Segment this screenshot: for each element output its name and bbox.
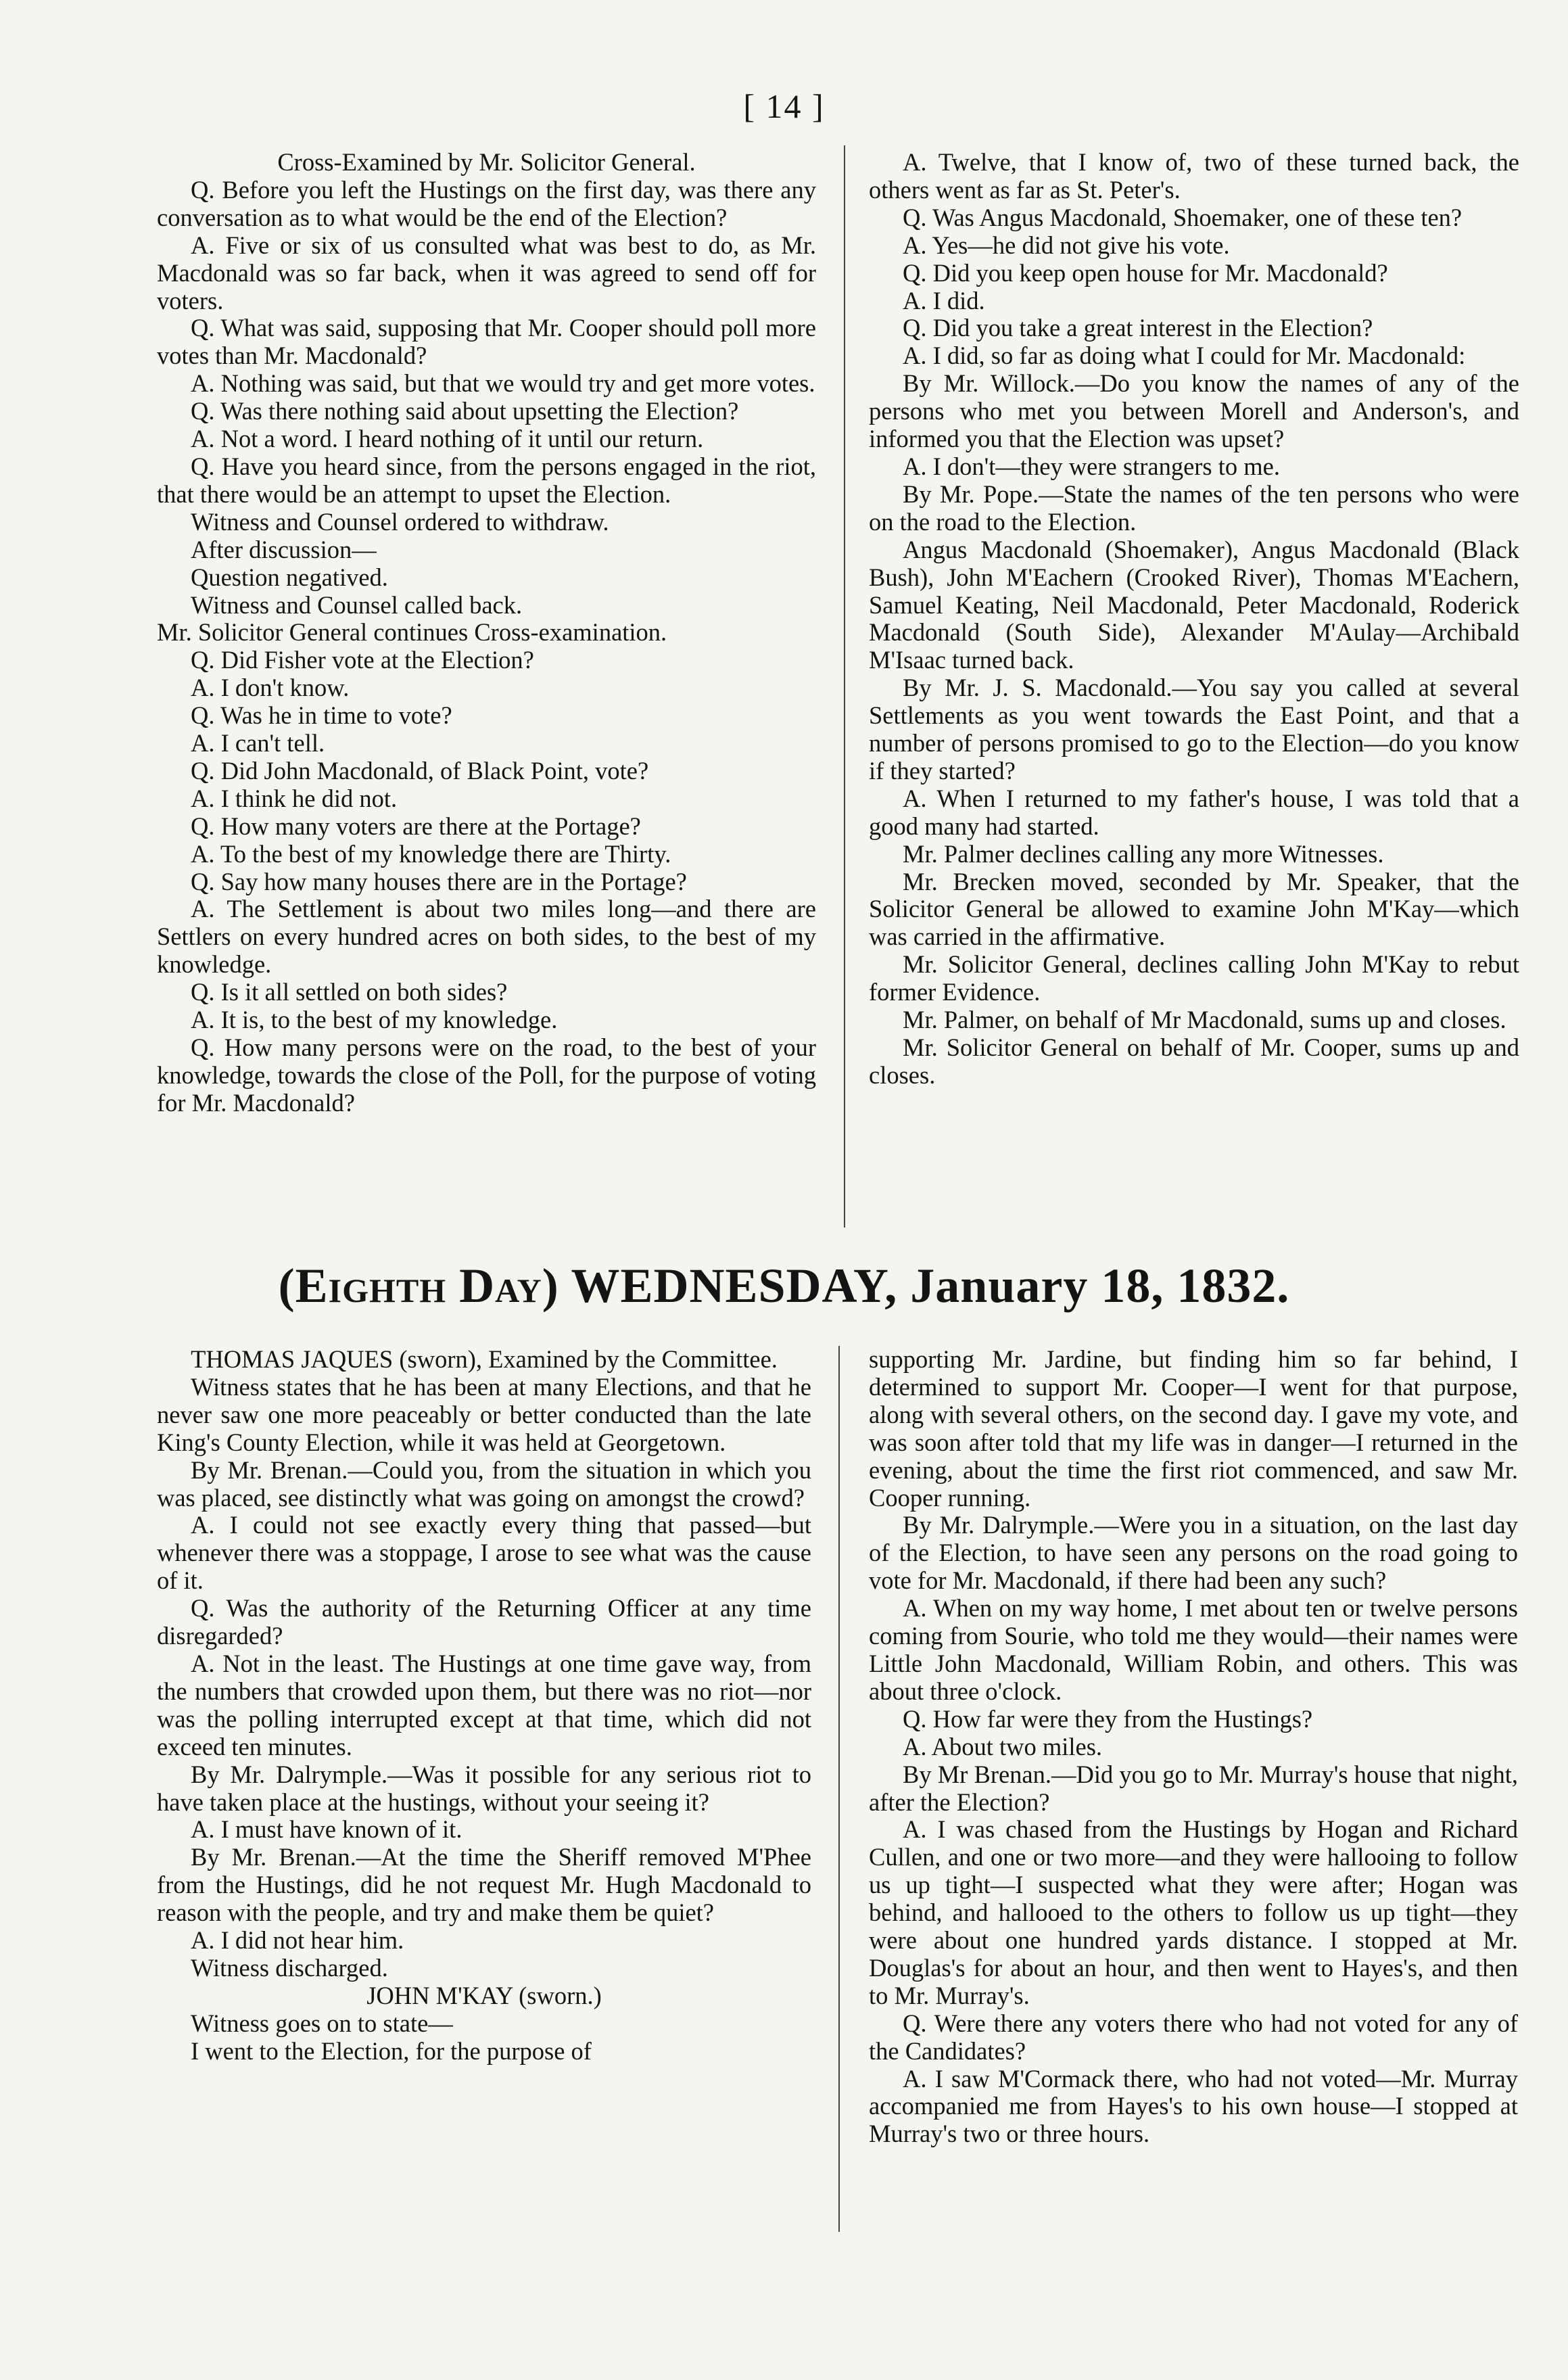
paragraph: A. I must have known of it.	[191, 1815, 462, 1844]
column-bottom-right	[869, 1346, 1518, 2148]
paragraph: A. Not in the least. The Hustings at one time gave way, from the numbers that crowded upon them, but there was no riot—nor was the polling interrupted except at that time, which did not exceed ten minutes.	[157, 1649, 811, 1760]
paragraph: By Mr. J. S. Macdonald.—You say you called at several Settlements as you went towards the East Point, and that a number of persons promised to go to the Election—do you know if they started?	[869, 674, 1519, 785]
paragraph: Q. Is it all settled on both sides?	[191, 978, 508, 1006]
paragraph: Q. Was Angus Macdonald, Shoemaker, one of these ten?	[903, 203, 1463, 231]
column-rule-top	[844, 145, 845, 1228]
column-top-left	[157, 149, 816, 1117]
date-label: WEDNESDAY, January 18, 1832.	[571, 1259, 1290, 1313]
paragraph: By Mr. Willock.—Do you know the names of any of the persons who met you between Morell and Anderson's, and informed you that the Election was upset?	[869, 369, 1519, 453]
page-number: [ 14 ]	[743, 87, 825, 125]
paragraph: By Mr Brenan.—Did you go to Mr. Murray's house that night, after the Election?	[869, 1760, 1518, 1816]
paragraph: A. To the best of my knowledge there are Thirty.	[191, 839, 671, 868]
paragraph: Mr. Solicitor General continues Cross-examination.	[157, 618, 667, 647]
paragraph: Witness and Counsel called back.	[191, 590, 523, 619]
paragraph: By Mr. Brenan.—Could you, from the situation in which you was placed, see distinctly what was going on amongst the crowd?	[157, 1455, 811, 1512]
paragraph: Mr. Solicitor General, declines calling John M'Kay to rebut former Evidence.	[869, 950, 1519, 1006]
paragraph: A. I think he did not.	[191, 784, 398, 812]
paragraph: A. I don't—they were strangers to me.	[903, 452, 1280, 480]
paragraph: THOMAS JAQUES (sworn), Examined by the Committee.	[191, 1345, 778, 1373]
paragraph: A. Yes—he did not give his vote.	[903, 231, 1230, 259]
paragraph: After discussion—	[191, 535, 377, 563]
paragraph: Q. Was he in time to vote?	[191, 701, 452, 730]
paragraph: I went to the Election, for the purpose of	[191, 2036, 592, 2065]
paragraph: A. I was chased from the Hustings by Hogan and Richard Cullen, and one or two more—and they were hallooing to follow us up tight—I suspected what they were after; Hogan was behind, and hallooed to the others to follow us up tight—they were about one hundred yards distance. I stopped at Mr. Douglas's for about an hour, and then went to Hayes's, and then to Mr. Murray's.	[869, 1815, 1518, 2009]
paragraph: A. Nothing was said, but that we would try and get more votes.	[191, 369, 815, 398]
paragraph: Witness goes on to state—	[191, 2009, 453, 2037]
paragraph: JOHN M'KAY (sworn.)	[366, 1981, 602, 2009]
column-bottom-left	[157, 1346, 811, 2066]
paragraph: A. Twelve, that I know of, two of these turned back, the others went as far as St. Peter's.	[869, 148, 1519, 204]
paragraph: A. Five or six of us consulted what was best to do, as Mr. Macdonald was so far back, when it was agreed to send off for voters.	[157, 231, 816, 314]
paragraph: Q. Were there any voters there who had not voted for any of the Candidates?	[869, 2009, 1518, 2065]
paragraph: Witness discharged.	[191, 1953, 388, 1982]
paragraph: Mr. Palmer, on behalf of Mr Macdonald, sums up and closes.	[903, 1006, 1506, 1034]
paragraph: By Mr. Dalrymple.—Was it possible for any serious riot to have taken place at the hustings, without your seeing it?	[157, 1760, 811, 1816]
paragraph: Q. Say how many houses there are in the Portage?	[191, 867, 687, 895]
paragraph: supporting Mr. Jardine, but finding him so far behind, I determined to support Mr. Cooper—I went for that purpose, along with several others, on the second day. I gave my vote, and was soon after told that my life was in danger—I returned in the evening, about the time the first riot commenced, and saw Mr. Cooper running.	[869, 1345, 1518, 1512]
paragraph: A. I did.	[903, 286, 985, 314]
day-label: (Eighth Day)	[278, 1259, 559, 1313]
paragraph: Cross-Examined by Mr. Solicitor General.	[277, 148, 696, 176]
paragraph: Witness and Counsel ordered to withdraw.	[191, 507, 609, 536]
paragraph: Angus Macdonald (Shoemaker), Angus Macdonald (Black Bush), John M'Eachern (Crooked River), Thomas M'Eachern, Samuel Keating, Neil Macdonald, Peter Macdonald, Roderick Macdonald (South Side), Alexander M'Aulay—Archibald M'Isaac turned back.	[869, 535, 1519, 674]
paragraph: By Mr. Dalrymple.—Were you in a situation, on the last day of the Election, to have seen any persons on the road going to vote for Mr. Macdonald, if there had been any such?	[869, 1511, 1518, 1595]
paragraph: Q. Before you left the Hustings on the first day, was there any conversation as to what would be the end of the Election?	[157, 175, 816, 231]
paragraph: A. I don't know.	[191, 674, 350, 702]
paragraph: Q. Did you take a great interest in the Election?	[903, 314, 1373, 342]
paragraph: Q. How many persons were on the road, to the best of your knowledge, towards the close of the Poll, for the purpose of voting for Mr. Macdonald?	[157, 1033, 816, 1117]
paragraph: Q. How far were they from the Hustings?	[903, 1704, 1313, 1733]
paragraph: Q. Have you heard since, from the persons engaged in the riot, that there would be an attempt to upset the Election.	[157, 452, 816, 508]
paragraph: A. I could not see exactly every thing that passed—but whenever there was a stoppage, I arose to see what was the cause of it.	[157, 1511, 811, 1595]
paragraph: Q. How many voters are there at the Portage?	[191, 812, 641, 840]
paragraph: Q. Did you keep open house for Mr. Macdonald?	[903, 258, 1388, 287]
day-heading	[0, 1258, 1568, 1314]
paragraph: A. I did, so far as doing what I could for Mr. Macdonald:	[903, 342, 1466, 370]
column-top-right	[869, 149, 1519, 1090]
paragraph: Q. Did John Macdonald, of Black Point, vote?	[191, 756, 649, 785]
paragraph: By Mr. Brenan.—At the time the Sheriff removed M'Phee from the Hustings, did he not request Mr. Hugh Macdonald to reason with the people, and try and make them be quiet?	[157, 1843, 811, 1927]
paragraph: Q. Was the authority of the Returning Officer at any time disregarded?	[157, 1594, 811, 1650]
paragraph: By Mr. Pope.—State the names of the ten persons who were on the road to the Election.	[869, 480, 1519, 536]
paragraph: Mr. Brecken moved, seconded by Mr. Speaker, that the Solicitor General be allowed to examine John M'Kay—which was carried in the affirmative.	[869, 867, 1519, 951]
paragraph: A. When on my way home, I met about ten or twelve persons coming from Sourie, who told me they would—their names were Little John Macdonald, William Robin, and others. This was about three o'clock.	[869, 1594, 1518, 1705]
paragraph: A. When I returned to my father's house, I was told that a good many had started.	[869, 784, 1519, 840]
paragraph: A. I saw M'Cormack there, who had not voted—Mr. Murray accompanied me from Hayes's to his own house—I stopped at Murray's two or three hours.	[869, 2064, 1518, 2148]
paragraph: Question negatived.	[191, 563, 388, 591]
paragraph: A. I can't tell.	[191, 729, 325, 757]
paragraph: Q. Did Fisher vote at the Election?	[191, 646, 534, 674]
paragraph: A. About two miles.	[903, 1732, 1103, 1760]
paragraph: Mr. Palmer declines calling any more Witnesses.	[903, 839, 1384, 868]
paragraph: A. Not a word. I heard nothing of it until our return.	[191, 425, 704, 453]
paragraph: Q. Was there nothing said about upsetting the Election?	[191, 397, 739, 425]
paragraph: Witness states that he has been at many Elections, and that he never saw one more peaceably or better conducted than the late King's County Election, while it was held at Georgetown.	[157, 1372, 811, 1456]
column-rule-bottom	[838, 1346, 840, 2232]
paragraph: A. The Settlement is about two miles long—and there are Settlers on every hundred acres on both sides, to the best of my knowledge.	[157, 895, 816, 979]
paragraph: A. It is, to the best of my knowledge.	[191, 1006, 558, 1034]
paragraph: A. I did not hear him.	[191, 1926, 404, 1955]
paragraph: Q. What was said, supposing that Mr. Cooper should poll more votes than Mr. Macdonald?	[157, 314, 816, 370]
paragraph: Mr. Solicitor General on behalf of Mr. Cooper, sums up and closes.	[869, 1033, 1519, 1089]
